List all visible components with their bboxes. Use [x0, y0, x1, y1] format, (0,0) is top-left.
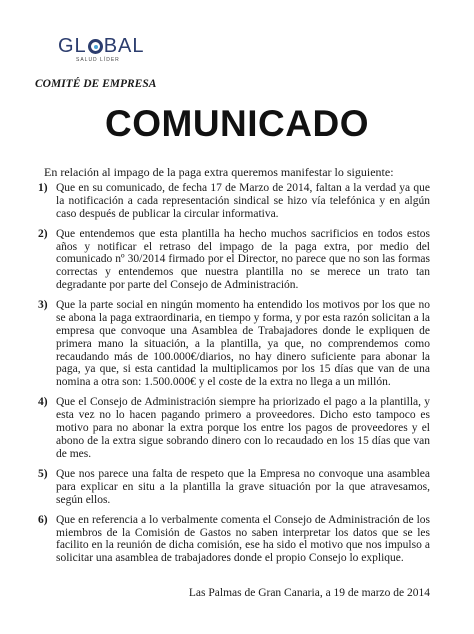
item-number: 3): [38, 299, 48, 312]
list-item: [38, 228, 430, 292]
company-logo: [58, 36, 145, 63]
list-item: [38, 299, 430, 389]
list-item: [38, 396, 430, 460]
item-text: Que el Consejo de Administración siempre ha priorizado el pago a la plantilla, y esta vez no lo hacen pagando primero a proveedores. Dicho esto tampoco es motivo para no abonar la extra porque los entre los pagos de proveedores y el abono de la extra sigue sobrando dinero con lo recaudado en los 15 días que van de mes.: [56, 396, 430, 460]
document-title: COMUNICADO: [105, 103, 369, 144]
item-number: 2): [38, 227, 48, 240]
item-text: Que en referencia a lo verbalmente comenta el Consejo de Administración de los miembros de la Comisión de Gastos no saben interpretar los datos que se les facilito en la reunión de dicha comisión, ese ha sido el motivo que nos impulso a solicitar una asamblea de trabajadores donde el propio Consejo lo explique.: [56, 513, 430, 565]
logo-word-right: BAL: [103, 35, 145, 57]
item-text: Que nos parece una falta de respeto que la Empresa no convoque una asamblea para explicar en situ a la plantilla la grave situación por la que atravesamos, según ellos.: [56, 467, 430, 506]
item-number: 4): [38, 396, 48, 409]
intro-paragraph: En relación al impago de la paga extra queremos manifestar lo siguiente:: [44, 165, 394, 179]
points-list: [38, 182, 430, 573]
list-item: [38, 182, 430, 220]
list-item: [38, 514, 430, 565]
logo-wordmark: [58, 36, 145, 56]
logo-tagline: SALUD LÍDER: [76, 57, 120, 63]
date-line: Las Palmas de Gran Canaria, a 19 de marzo de 2014: [188, 587, 430, 599]
item-number: 6): [38, 513, 48, 526]
logo-word-left: GL: [58, 35, 87, 57]
item-text: Que en su comunicado, de fecha 17 de Marzo de 2014, faltan a la verdad ya que la notificación a cada representación sindical se hizo vía telefónica y en algún caso después de publicar la circular informativa.: [56, 182, 430, 220]
item-number: 1): [38, 182, 48, 194]
item-text: Que la parte social en ningún momento ha entendido los motivos por los que no se abona la paga extraordinaria, en tiempo y forma, y por esta razón solicitan a la empresa que convoque una Asamblea de Trabajadores donde le expliquen de primera mano la situación, a la plantilla, ya que, no comprendemos como recaudando más de 100.000€/diarios, no hay dinero suficiente para abonar la paga, ya que, si esta cantidad la multiplicamos por los 15 días que van de una nomina a otra son: 1.500.000€ y el coste de la extra no llega a un millón.: [56, 299, 430, 389]
committee-heading: COMITÉ DE EMPRESA: [35, 78, 157, 90]
globe-icon: [88, 39, 103, 54]
item-text: Que entendemos que esta plantilla ha hecho muchos sacrificios en todos estos años y notificar el retraso del impago de la paga extra, por medio del comunicado nº 30/2014 firmado por el Director, no parece que no son las formas correctas y entendemos que nuestra plantilla no se merece un trato tan degradante por parte del Consejo de Administración.: [56, 227, 430, 292]
item-number: 5): [38, 467, 48, 480]
list-item: [38, 468, 430, 506]
